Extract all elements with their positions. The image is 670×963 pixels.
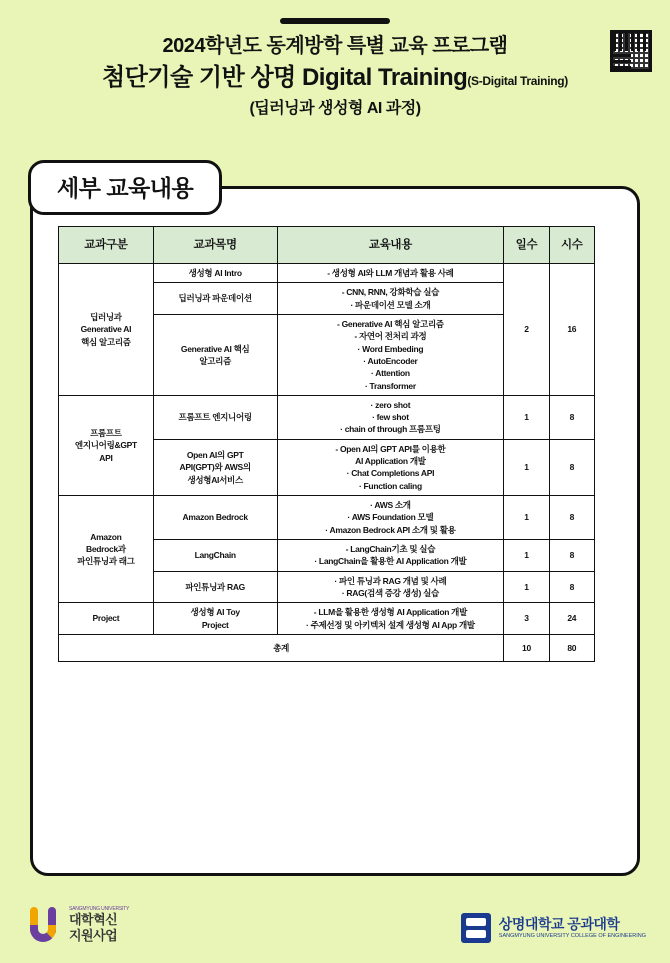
table-total-row	[59, 634, 595, 661]
cell-subject: Open AI의 GPT API(GPT)와 AWS의 생성형AI서비스	[153, 439, 277, 495]
title-rule	[280, 18, 390, 24]
cell-days: 1	[504, 395, 549, 439]
cell-hours: 8	[549, 571, 594, 603]
cell-content	[277, 283, 504, 315]
cell-days: 1	[504, 539, 549, 571]
content-line: - LangChain기초 및 실습	[345, 543, 436, 554]
content-line: · AWS 소개	[370, 500, 411, 510]
program-title-english: (S-Digital Training)	[467, 74, 568, 88]
column-header-subject: 교과목명	[153, 227, 277, 264]
column-header-hours: 시수	[549, 227, 594, 264]
cell-hours: 24	[549, 603, 594, 635]
column-header-days: 일수	[504, 227, 549, 264]
cell-subject: 생성형 AI Intro	[153, 264, 277, 283]
cell-content	[277, 496, 504, 540]
table-row	[59, 395, 595, 439]
content-line: · few shot	[372, 412, 409, 423]
content-line: · Transformer	[364, 380, 416, 391]
footer-left-line2: 지원사업	[69, 928, 118, 943]
cell-subject: Generative AI 핵심 알고리즘	[153, 314, 277, 395]
cell-group: 딥러닝과 Generative AI 핵심 알고리즘	[59, 264, 154, 396]
university-innovation-logo-icon	[28, 905, 62, 945]
cell-subject: 프롬프트 엔지니어링	[153, 395, 277, 439]
table-row	[59, 264, 595, 283]
cell-group: Amazon Bedrock과 파인튜닝과 래그	[59, 496, 154, 603]
program-subtitle: 2024학년도 동계방학 특별 교육 프로그램	[162, 35, 508, 57]
content-line: · LangChain을 활용한 AI Application 개발	[314, 556, 467, 567]
footer-right-name: 상명대학교 공과대학	[498, 915, 620, 932]
cell-subject: LangChain	[153, 539, 277, 571]
column-header-group: 교과구분	[59, 227, 154, 264]
qr-code-icon[interactable]	[610, 30, 652, 72]
content-line: · chain of through 프롬프팅	[340, 424, 441, 435]
content-line: - 자연어 전처리 과정	[354, 331, 427, 342]
table-body	[59, 264, 595, 635]
cell-group: Project	[59, 603, 154, 635]
cell-days: 3	[504, 603, 549, 635]
cell-subject: 파인튜닝과 RAG	[153, 571, 277, 603]
table-row	[59, 603, 595, 635]
content-line: - CNN, RNN, 강화학습 실습	[341, 287, 440, 298]
smu-emblem-icon	[461, 913, 491, 943]
cell-hours: 8	[549, 439, 594, 495]
column-header-content: 교육내용	[277, 227, 504, 264]
footer-right-english: SANGMYUNG UNIVERSITY COLLEGE OF ENGINEERING	[498, 933, 646, 940]
program-title	[0, 63, 670, 93]
cell-content	[277, 571, 504, 603]
footer-left-line1: 대학혁신	[69, 912, 118, 928]
cell-hours: 8	[549, 496, 594, 540]
cell-hours: 16	[549, 264, 594, 396]
content-line: · 파인 튜닝과 RAG 개념 및 사례	[334, 575, 447, 586]
content-line: - Generative AI 핵심 알고리즘	[337, 318, 444, 329]
qr-code-pattern	[613, 33, 649, 69]
content-line: · Attention	[370, 368, 410, 379]
cell-days: 1	[504, 439, 549, 495]
total-label: 총계	[59, 634, 504, 661]
cell-days: 2	[504, 264, 549, 396]
cell-content	[277, 439, 504, 495]
content-line: · Function caling	[358, 480, 422, 491]
content-line: · Word Embeding	[357, 343, 424, 354]
header-title-block	[0, 34, 670, 119]
footer-left-logo-group	[28, 905, 129, 945]
content-line: - 생성형 AI와 LLM 개념과 활용 사례	[327, 268, 454, 278]
total-days: 10	[504, 634, 549, 661]
content-line: · Amazon Bedrock API 소개 및 활용	[325, 524, 456, 535]
section-badge: 세부 교육내용	[28, 160, 222, 215]
cell-hours: 8	[549, 395, 594, 439]
cell-content	[277, 603, 504, 635]
cell-hours: 8	[549, 539, 594, 571]
program-title-main: 첨단기술 기반 상명 Digital Training	[102, 64, 468, 91]
content-line: · 주제선정 및 아키텍처 설계 생성형 AI App 개발	[305, 619, 475, 630]
footer-left-english: SANGMYUNG UNIVERSITY	[69, 906, 130, 913]
table-row	[59, 496, 595, 540]
total-hours: 80	[549, 634, 594, 661]
cell-content	[277, 539, 504, 571]
cell-subject: 생성형 AI Toy Project	[153, 603, 277, 635]
table-header-row	[59, 227, 595, 264]
content-line: · AutoEncoder	[363, 355, 418, 366]
cell-days: 1	[504, 571, 549, 603]
content-line: · zero shot	[370, 399, 411, 410]
cell-content	[277, 264, 504, 283]
content-line: · Chat Completions API	[346, 468, 435, 479]
content-line: · 파운데이션 모델 소개	[350, 299, 431, 310]
cell-content	[277, 395, 504, 439]
content-line: AI Application 개발	[355, 456, 426, 467]
cell-subject: 딥러닝과 파운데이션	[153, 283, 277, 315]
cell-group: 프롬프트 엔지니어링&GPT API	[59, 395, 154, 495]
content-line: · AWS Foundation 모델	[347, 512, 434, 523]
cell-days: 1	[504, 496, 549, 540]
content-line: - Open AI의 GPT API를 이용한	[335, 443, 446, 454]
content-line: · RAG(검색 증강 생성) 실습	[341, 587, 439, 598]
curriculum-table	[58, 226, 595, 662]
content-line: - LLM을 활용한 생성형 AI Application 개발	[313, 607, 468, 618]
cell-subject: Amazon Bedrock	[153, 496, 277, 540]
footer-right-logo-group	[461, 913, 646, 943]
program-course-name: (딥러닝과 생성형 AI 과정)	[249, 100, 421, 117]
cell-content	[277, 314, 504, 395]
